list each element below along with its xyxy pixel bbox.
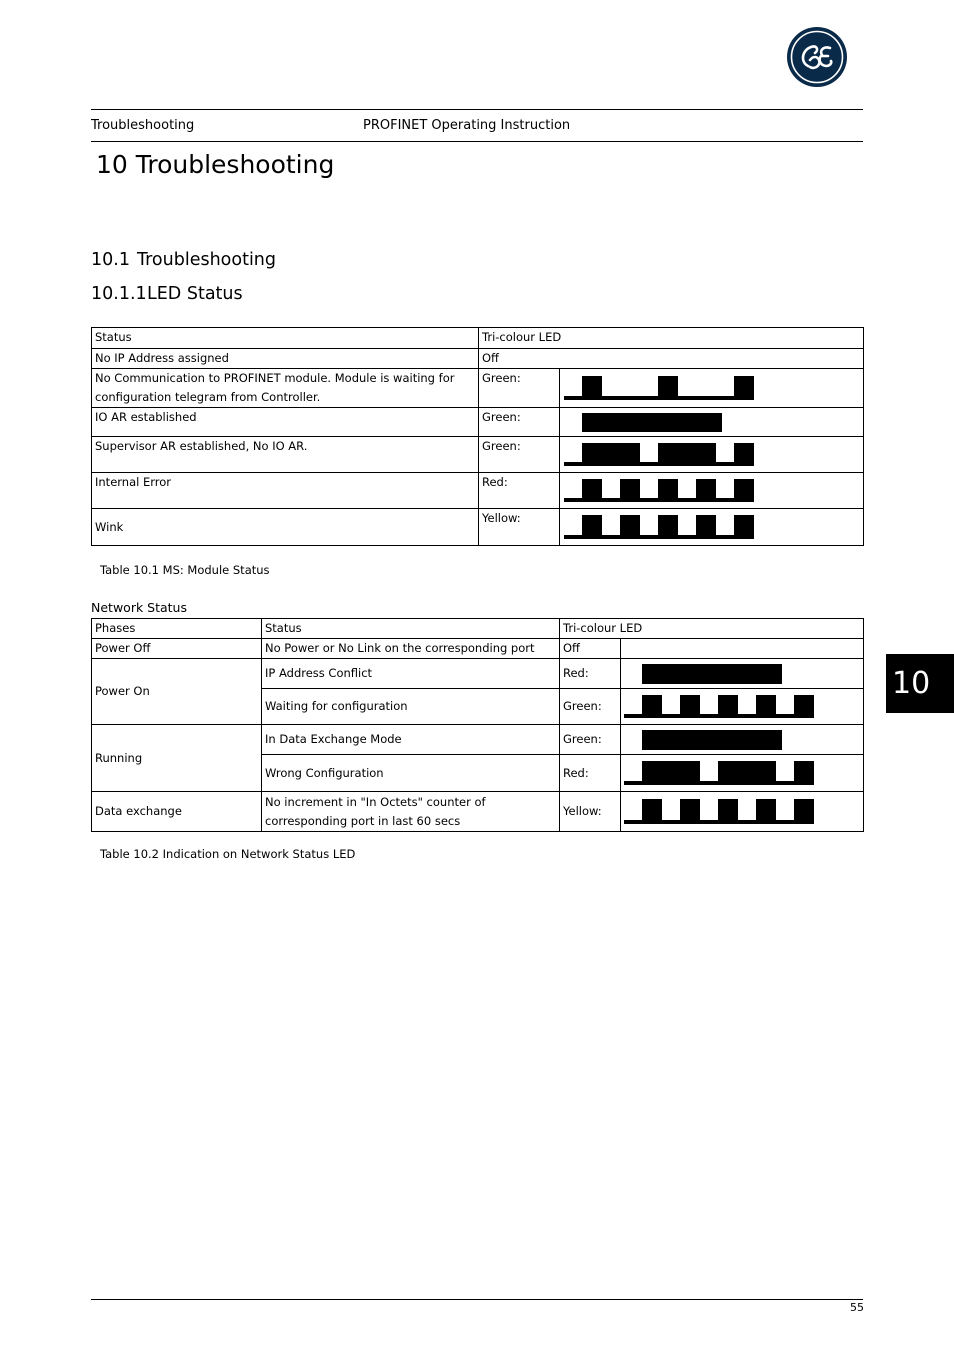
led-pulse [658, 443, 716, 466]
status-cell: Internal Error [92, 473, 479, 509]
table-row [92, 639, 864, 659]
led-pattern-cell [560, 473, 864, 509]
ge-monogram-icon [786, 26, 848, 88]
phase-cell: Data exchange [92, 792, 262, 832]
status-cell: IP Address Conflict [262, 659, 560, 689]
led-pulse [734, 515, 754, 539]
status-cell: No increment in "In Octets" counter of corresponding port in last 60 secs [262, 792, 560, 832]
led-waveform [560, 509, 863, 545]
phase-cell: Running [92, 725, 262, 792]
led-pulse [582, 376, 602, 400]
led-pulse [734, 376, 754, 400]
led-pattern-cell [621, 659, 864, 689]
status-cell: In Data Exchange Mode [262, 725, 560, 755]
led-pattern-cell [560, 437, 864, 473]
led-pulse [680, 695, 700, 718]
section-heading-10-1 [91, 250, 276, 270]
led-pulse [642, 761, 700, 785]
table-caption: Table 10.1 MS: Module Status [100, 563, 270, 577]
table-row [92, 725, 864, 755]
led-pattern-cell [621, 725, 864, 755]
led-pulse [734, 479, 754, 502]
header-doc-title: PROFINET Operating Instruction [363, 118, 571, 133]
status-cell: Wrong Configuration [262, 755, 560, 792]
led-waveform [621, 792, 863, 831]
module-status-table [91, 327, 864, 546]
table-row [92, 792, 864, 832]
column-header: Tri-colour LED [560, 619, 864, 639]
header-section-label: Troubleshooting [91, 118, 195, 133]
led-waveform [621, 725, 863, 754]
column-header: Tri-colour LED [479, 328, 864, 349]
led-pulse [642, 799, 662, 824]
led-pulse [582, 413, 722, 432]
led-cell: Red: [479, 473, 560, 509]
table-row [92, 408, 864, 437]
led-pulse [756, 695, 776, 718]
led-waveform [560, 408, 863, 436]
led-pulse [658, 515, 678, 539]
phase-cell: Power Off [92, 639, 262, 659]
network-status-label: Network Status [91, 600, 187, 615]
led-cell: Green: [479, 408, 560, 437]
status-cell: No IP Address assigned [92, 349, 479, 369]
page-number: 55 [850, 1301, 864, 1314]
led-pulse [696, 515, 716, 539]
led-cell: Off [560, 639, 621, 659]
column-header: Phases [92, 619, 262, 639]
led-pulse [756, 799, 776, 824]
led-cell: Red: [560, 755, 621, 792]
led-pattern-cell [621, 639, 864, 659]
table-header-row [92, 619, 864, 639]
led-pattern-cell [621, 792, 864, 832]
led-pulse [658, 376, 678, 400]
led-pulse [582, 479, 602, 502]
table-row [92, 509, 864, 546]
led-pulse [718, 761, 776, 785]
status-cell: No Power or No Link on the corresponding port [262, 639, 560, 659]
table-row [92, 349, 864, 369]
section-number: 10.1 [91, 250, 130, 270]
chapter-title: 10 Troubleshooting [96, 150, 335, 179]
section-title: LED Status [147, 284, 243, 304]
table-header-row [92, 328, 864, 349]
led-pulse [582, 443, 640, 466]
led-pulse [734, 443, 754, 466]
led-cell: Green: [560, 725, 621, 755]
led-pattern-cell [560, 408, 864, 437]
column-header: Status [262, 619, 560, 639]
status-cell: No Communication to PROFINET module. Module is waiting for configuration telegram from Controller. [92, 369, 479, 408]
table-row [92, 473, 864, 509]
led-pulse [794, 695, 814, 718]
led-pulse [696, 479, 716, 502]
section-title: Troubleshooting [137, 250, 277, 270]
led-pulse [642, 695, 662, 718]
led-pulse [642, 730, 782, 750]
column-header: Status [92, 328, 479, 349]
led-pulse [620, 515, 640, 539]
led-waveform [621, 689, 863, 724]
table-row [92, 369, 864, 408]
chapter-tab[interactable]: 10 [886, 654, 954, 713]
led-waveform [621, 755, 863, 791]
led-cell: Green: [479, 369, 560, 408]
table-row [92, 437, 864, 473]
table-caption: Table 10.2 Indication on Network Status LED [100, 847, 356, 861]
led-pattern-cell [560, 369, 864, 408]
led-pulse [642, 664, 782, 684]
led-cell: Yellow: [479, 509, 560, 546]
led-cell: Green: [479, 437, 560, 473]
footer-rule [91, 1299, 863, 1300]
led-waveform [560, 369, 863, 407]
status-cell: Supervisor AR established, No IO AR. [92, 437, 479, 473]
led-pulse [794, 799, 814, 824]
led-pulse [620, 479, 640, 502]
status-cell: Waiting for configuration [262, 689, 560, 725]
table-row [92, 659, 864, 689]
header-bottom-rule [91, 141, 863, 142]
led-pulse [680, 799, 700, 824]
status-cell: IO AR established [92, 408, 479, 437]
led-pattern-cell [560, 509, 864, 546]
led-pulse [718, 799, 738, 824]
led-cell: Yellow: [560, 792, 621, 832]
header-top-rule [91, 109, 863, 110]
led-cell: Green: [560, 689, 621, 725]
led-cell: Red: [560, 659, 621, 689]
led-waveform [560, 437, 863, 472]
led-pulse [718, 695, 738, 718]
led-pulse [582, 515, 602, 539]
section-number: 10.1.1 [91, 284, 147, 304]
led-pulse [658, 479, 678, 502]
led-waveform [560, 473, 863, 508]
phase-cell: Power On [92, 659, 262, 725]
led-pattern-cell [621, 755, 864, 792]
network-status-table [91, 618, 864, 832]
led-pattern-cell [621, 689, 864, 725]
led-waveform [621, 659, 863, 688]
section-heading-10-1-1 [91, 284, 243, 304]
led-cell: Off [479, 349, 864, 369]
status-cell: Wink [92, 509, 479, 546]
led-pulse [794, 761, 814, 785]
